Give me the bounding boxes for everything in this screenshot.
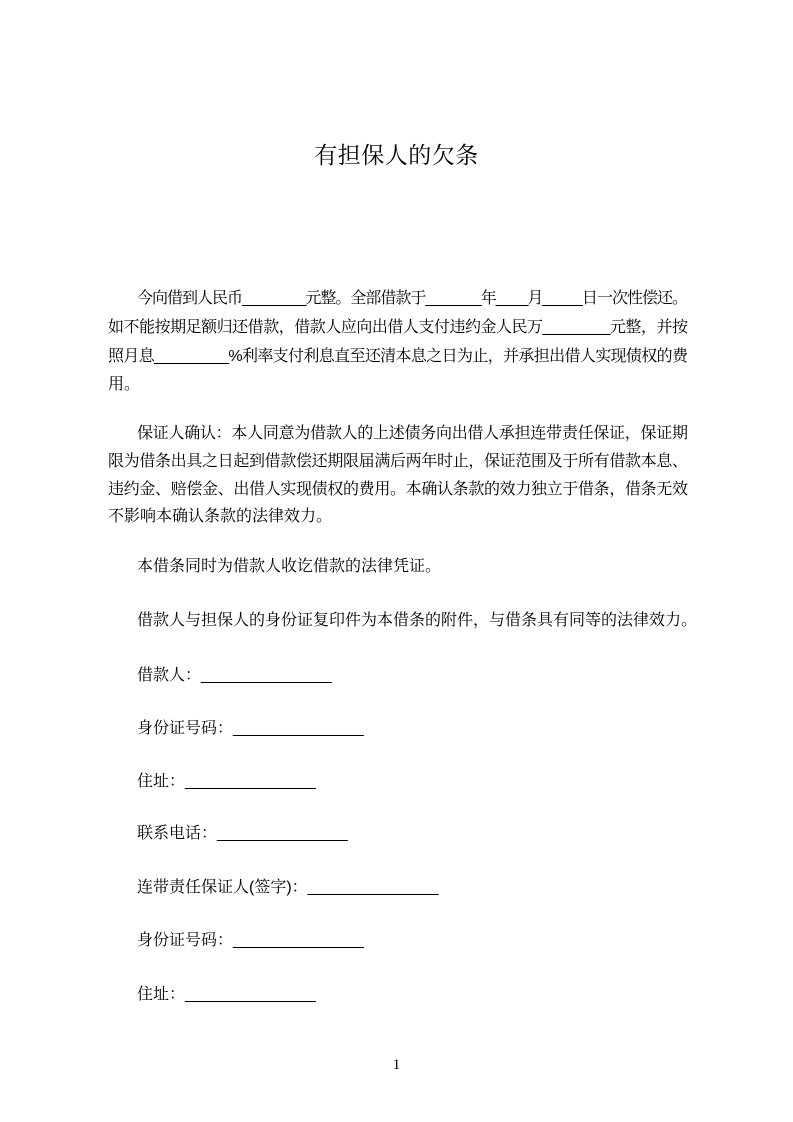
paragraph-2-line-4: 不影响本确认条款的法律效力。 (108, 508, 333, 525)
field-blank: _______________ (233, 932, 364, 949)
paragraph-line-text: 限为借条出具之日起到借款偿还期限届满后两年时止，保证范围及于所有借款本息、 (108, 453, 688, 470)
field-borrower-id-number (137, 714, 364, 743)
field-guarantor-signature (137, 873, 438, 902)
paragraph-1-line-4: 用。 (108, 376, 141, 393)
paragraph-line-text: 违约金、赔偿金、出借人实现债权的费用。本确认条款的效力独立于借条，借条无效 (108, 481, 688, 498)
paragraph-2-line-2 (108, 447, 688, 476)
field-blank: _______________ (217, 825, 348, 842)
page-number: 1 (392, 1057, 401, 1073)
paragraph-1-line-1 (137, 284, 688, 313)
field-label: 联系电话： (137, 825, 218, 842)
paragraph-1-line-2 (108, 313, 688, 342)
field-label: 住址： (137, 773, 186, 790)
document-title: 有担保人的欠条 (314, 142, 479, 168)
field-label: 身份证号码： (137, 720, 234, 737)
paragraph-line-text: 保证人确认：本人同意为借款人的上述债务向出借人承担连带责任保证，保证期 (137, 425, 688, 442)
field-blank: _______________ (185, 773, 316, 790)
paragraph-1-line-3 (108, 342, 688, 371)
field-borrower-address (137, 767, 316, 796)
field-label: 住址： (137, 986, 186, 1003)
field-label: 身份证号码： (137, 932, 234, 949)
field-borrower (137, 661, 332, 690)
paragraph-line-text: 照月息_________%利率支付利息直至还清本息之日为止，并承担出借人实现债权的费 (108, 348, 688, 365)
field-guarantor-id-number (137, 926, 364, 955)
paragraph-2-line-3 (108, 475, 688, 504)
paragraph-line-text: 如不能按期足额归还借款，借款人应向出借人支付违约金人民万________元整，并按 (108, 319, 688, 336)
field-blank: _______________ (307, 879, 439, 896)
statement-receipt-proof: 本借条同时为借款人收讫借款的法律凭证。 (137, 558, 442, 575)
field-guarantor-address (137, 980, 316, 1009)
paragraph-line-text: 今向借到人民币________元整。全部借款于_______年____月_____日一次性偿还。 (137, 290, 687, 307)
paragraph-2-line-1 (137, 419, 688, 448)
field-label: 连带责任保证人(签字)： (137, 879, 308, 896)
field-blank: _______________ (185, 986, 316, 1003)
field-label: 借款人： (137, 667, 202, 684)
field-blank: _______________ (233, 720, 364, 737)
field-contact-phone (137, 819, 348, 848)
field-blank: _______________ (201, 667, 332, 684)
statement-id-attachment: 借款人与担保人的身份证复印件为本借条的附件，与借条具有同等的法律效力。 (137, 612, 698, 629)
